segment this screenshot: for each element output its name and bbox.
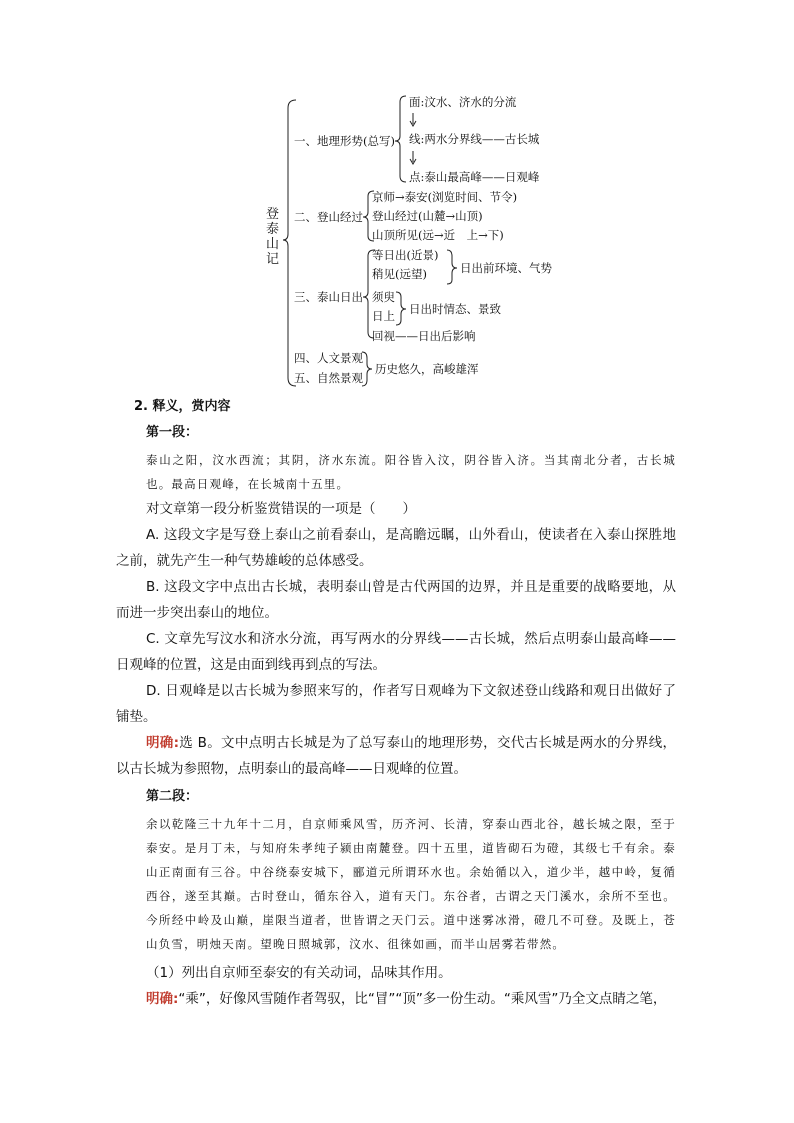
section3-note: 日出前环境、气势 [460, 261, 552, 275]
structure-diagram [0, 0, 794, 395]
section3-group2-brace [396, 292, 406, 325]
answer-label: 明确: [146, 991, 179, 1007]
answer-text: 选 B。文中点明古长城是为了总写泰山的地理形势，交代古长城是两水的分界线，以古长城为参照物，点明泰山的最高峰——日观峰的位置。 [116, 735, 676, 777]
section4-label: 四、人文景观 [294, 351, 363, 365]
option-c: C. 文章先写汶水和济水分流，再写两水的分界线——古长城，然后点明泰山最高峰——日观峰的位置，这是由面到线再到点的写法。 [116, 631, 676, 673]
section3-group1-brace [447, 250, 457, 284]
section3-item: 等日出(近景) [372, 248, 439, 262]
question-1: 对文章第一段分析鉴赏错误的一项是（ ） [146, 501, 416, 517]
section1-brace [395, 96, 406, 182]
section2-item: 山顶所见(远→近 上→下) [372, 228, 504, 242]
section3-item: 稍见(远望) [372, 267, 427, 281]
answer-2 [116, 986, 676, 1012]
option-b: B. 这段文字中点出古长城，表明泰山曾是古代两国的边界，并且是重要的战略要地，从而进一步突出泰山的地位。 [116, 579, 676, 621]
section3-label: 三、泰山日出 [294, 290, 363, 304]
section2-item: 登山经过(山麓→山顶) [372, 209, 483, 223]
answer-text: “乘”，好像风雪随作者驾驭，比“冒”“顶”多一份生动。“乘风雪”乃全文点睛之笔， [178, 991, 667, 1007]
section5-label: 五、自然景观 [294, 371, 363, 385]
section2-label: 二、登山经过 [294, 210, 363, 224]
answer-1 [116, 730, 676, 782]
section2-item: 京师→泰安(浏览时间、节令) [372, 190, 518, 204]
content-body [116, 392, 676, 1012]
section3-item: 回视——日出后影响 [372, 329, 476, 343]
section1-item: 线:两水分界线——古长城 [409, 132, 540, 146]
paragraph1-classical-text: 泰山之阳，汶水西流；其阴，济水东流。阳谷皆入汶，阴谷皆入济。当其南北分者，古长城也。最高日观峰，在长城南十五里。 [146, 453, 676, 491]
diagram-root-title [266, 206, 279, 267]
question-2: （1）列出自京师至泰安的有关动词，品味其作用。 [146, 965, 452, 981]
answer-label: 明确: [146, 735, 179, 751]
root-char: 记 [266, 252, 280, 267]
root-char: 山 [266, 237, 280, 252]
paragraph2-heading: 第二段： [146, 789, 199, 804]
section-title: 2. 释义，赏内容 [134, 399, 231, 414]
paragraph2-classical-text: 余以乾隆三十九年十二月，自京师乘风雪，历齐河、长清，穿泰山西北谷，越长城之限，至于泰安。是月丁未，与知府朱孝纯子颍由南麓登。四十五里，道皆砌石为磴，其级七千有余。泰山正南面有三谷。中谷绕泰安城下，郦道元所谓环水也。余始循以入，道少半，越中岭，复循西谷，遂至其巅。古时登山，循东谷入，道有天门。东谷者，古谓之天门溪水，余所不至也。今所经中岭及山巅，崖限当道者，世皆谓之天门云。道中迷雾冰滑，磴几不可登。及既上，苍山负雪，明烛天南。望晚日照城郭，汶水、徂徕如画，而半山居雾若带然。 [146, 817, 676, 951]
section3-note: 日出时情态、景致 [409, 302, 501, 316]
root-char: 登 [266, 207, 280, 222]
section45-brace [362, 352, 372, 386]
paragraph1-heading: 第一段： [146, 425, 199, 440]
option-a: A. 这段文字是写登上泰山之前看泰山，是高瞻远瞩，山外看山，使读者在入泰山探胜地之前，就先产生一种气势雄峻的总体感受。 [116, 527, 676, 569]
section3-item: 须臾 [372, 290, 395, 304]
section1-item: 点:泰山最高峰——日观峰 [409, 170, 540, 184]
option-d: D. 日观峰是以古长城为参照来写的，作者写日观峰为下文叙述登山线路和观日出做好了铺垫。 [116, 683, 676, 725]
section1-label: 一、地理形势(总写) [294, 134, 395, 148]
root-char: 泰 [266, 222, 280, 237]
section3-item: 日上 [372, 309, 395, 323]
section1-item: 面:汶水、济水的分流 [409, 95, 517, 109]
section45-note: 历史悠久，高峻雄浑 [375, 362, 479, 376]
